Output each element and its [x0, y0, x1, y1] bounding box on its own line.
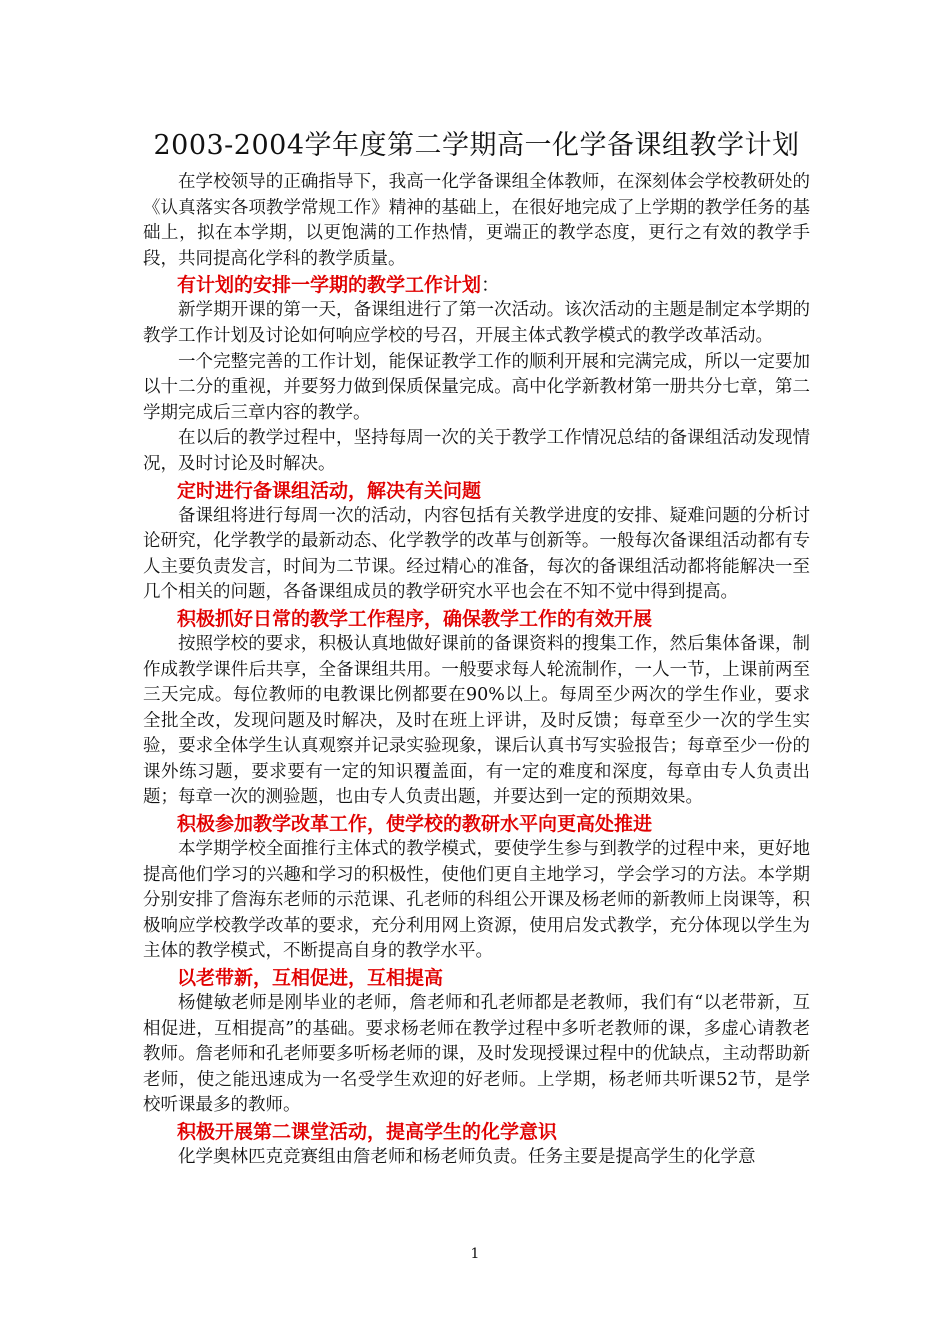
section-heading: 以老带新，互相促进，互相提高 — [177, 967, 444, 990]
section-paragraph: 在以后的教学过程中，坚持每周一次的关于教学工作情况总结的备课组活动发现情况，及时讨论及时解决。 — [143, 428, 810, 474]
section-paragraph: 备课组将进行每周一次的活动，内容包括有关教学进度的安排、疑难问题的分析讨论研究，化学教学的最新动态、化学教学的改革与创新等。一般每次备课组活动都有专人主要负责发言，时间为二节课。经过精心的准备，每次的备课组活动都将能解决一至几个相关的问题，各备课组成员的教学研究水平也会在不知不觉中得到提高。 — [143, 505, 810, 603]
section-heading: 定时进行备课组活动，解决有关问题 — [177, 479, 482, 502]
section-paragraph: 本学期学校全面推行主体式的教学模式，要使学生参与到教学的过程中来，更好地提高他们学习的兴趣和学习的积极性，使他们更自主地学习，学会学习的方法。本学期分别安排了詹海东老师的示范课、孔老师的科组公开课及杨老师的新教师上岗课等，积极响应学校教学改革的要求，充分利用网上资源，使用启发式教学，充分体现以学生为主体的教学模式，不断提高自身的教学水平。 — [143, 839, 810, 962]
section-paragraph: 化学奥林匹克竞赛组由詹老师和杨老师负责。任务主要是提高学生的化学意 — [178, 1147, 756, 1167]
section-heading: 积极开展第二课堂活动，提高学生的化学意识 — [177, 1121, 558, 1143]
section-4 — [143, 811, 810, 965]
section-6 — [143, 1119, 810, 1171]
intro-paragraph: 在学校领导的正确指导下，我高一化学备课组全体教师，在深刻体会学校教研处的《认真落实各项教学常规工作》精神的基础上，在很好地完成了上学期的教学任务的基础上，拟在本学期，以更饱满的工作热情，更端正的教学态度，更行之有效的教学手段，共同提高化学科的教学质量。 — [143, 172, 810, 269]
section-heading — [143, 272, 810, 298]
page-number: 1 — [470, 1246, 480, 1262]
section-2 — [143, 478, 810, 606]
section-heading: 积极参加教学改革工作，使学校的教研水平向更高处推进 — [177, 813, 653, 836]
section-1 — [143, 272, 810, 477]
section-5 — [143, 965, 810, 1119]
section-paragraph: 新学期开课的第一天，备课组进行了第一次活动。该次活动的主题是制定本学期的教学工作计划及讨论如何响应学校的号召，开展主体式教学模式的教学改革活动。 — [143, 300, 810, 346]
section-heading-text: 有计划的安排一学期的教学工作计划 — [177, 274, 482, 297]
section-heading-colon: ： — [481, 274, 501, 297]
section-paragraph: 一个完整完善的工作计划，能保证教学工作的顺利开展和完满完成，所以一定要加以十二分的重视，并要努力做到保质保量完成。高中化学新教材第一册共分七章，第二学期完成后三章内容的教学。 — [143, 351, 810, 423]
section-heading: 积极抓好日常的教学工作程序，确保教学工作的有效开展 — [177, 607, 653, 630]
section-paragraph: 按照学校的要求，积极认真地做好课前的备课资料的搜集工作，然后集体备课，制作成教学课件后共享，全备课组共用。一般要求每人轮流制作，一人一节，上课前两至三天完成。每位教师的电教课比例都要在90%以上。每周至少两次的学生作业，要求全批全改，发现问题及时解决，及时在班上评讲，及时反馈；每章至少一次的学生实验，要求全体学生认真观察并记录实验现象，课后认真书写实验报告；每章至少一份的课外练习题，要求要有一定的知识覆盖面，有一定的难度和深度，每章由专人负责出题；每章一次的测验题，也由专人负责出题，并要达到一定的预期效果。 — [143, 633, 810, 808]
section-3 — [143, 606, 810, 811]
document-title: 2003-2004学年度第二学期高一化学备课组教学计划 — [153, 130, 800, 161]
section-paragraph: 杨健敏老师是刚毕业的老师，詹老师和孔老师都是老教师，我们有“以老带新，互相促进，互相提高”的基础。要求杨老师在教学过程中多听老教师的课，多虚心请教老教师。詹老师和孔老师要多听杨老师的课，及时发现授课过程中的优缺点，主动帮助新老师，使之能迅速成为一名受学生欢迎的好老师。上学期，杨老师共听课52节，是学校听课最多的教师。 — [143, 993, 810, 1116]
